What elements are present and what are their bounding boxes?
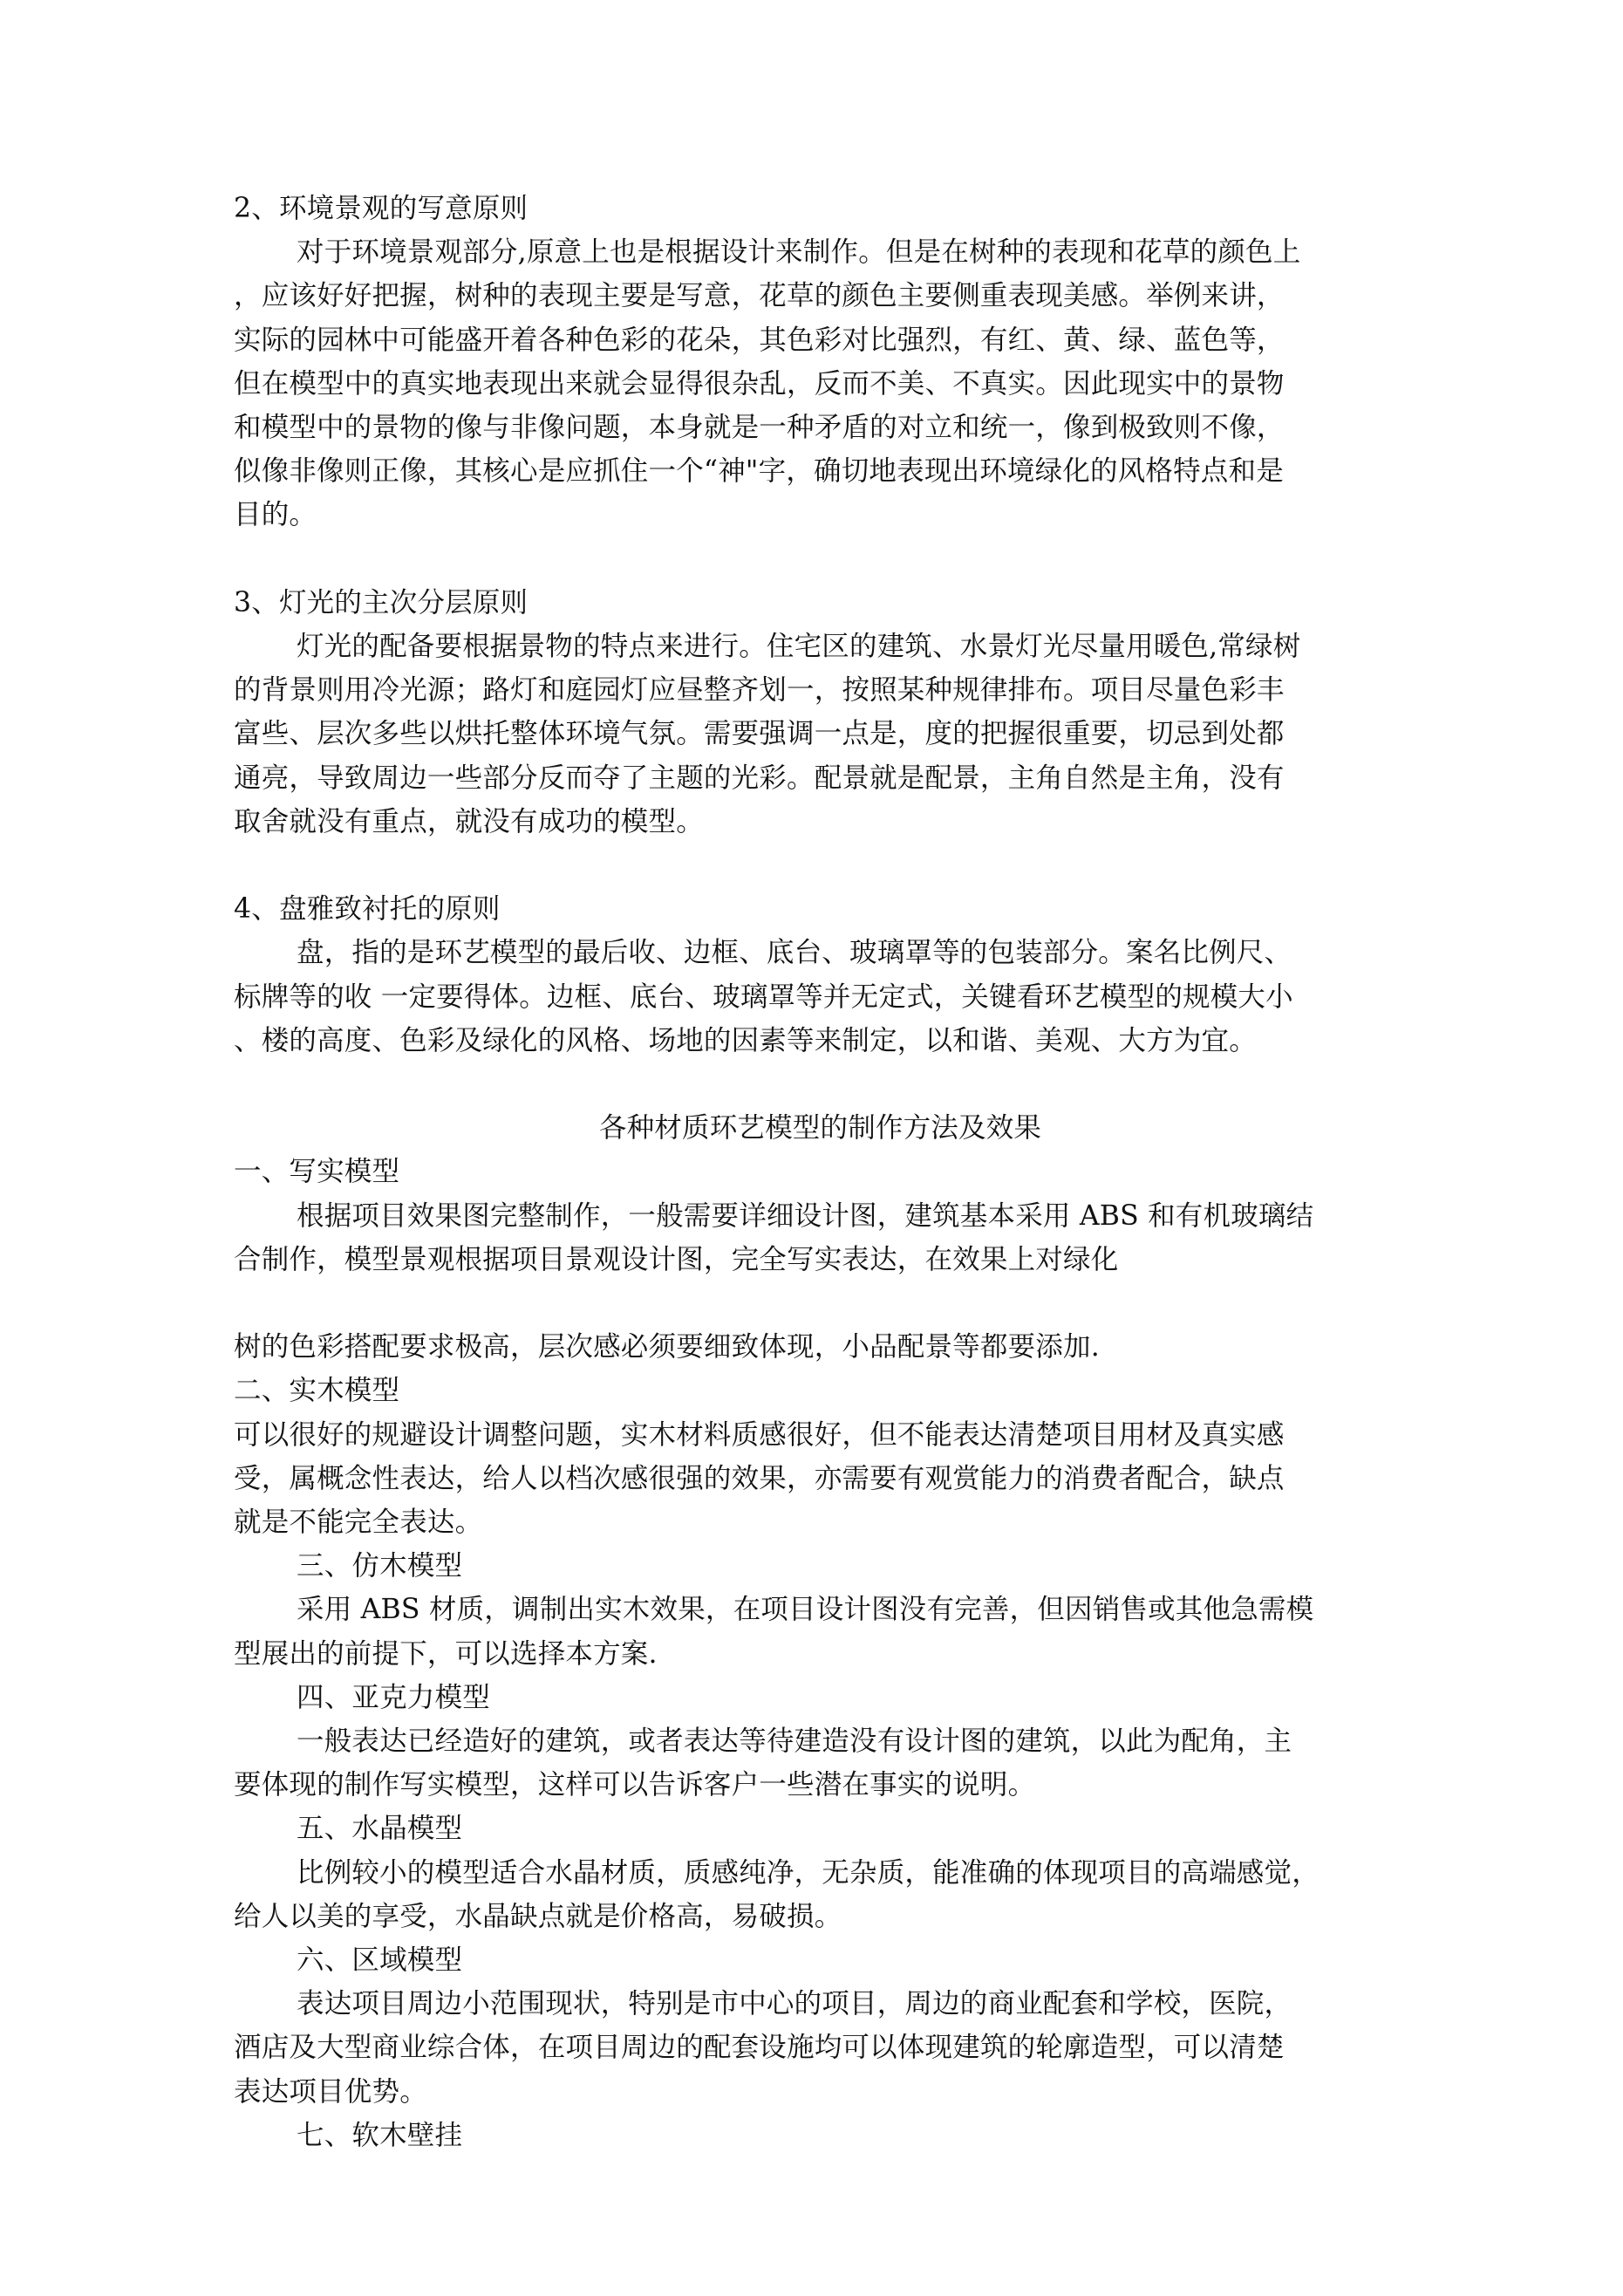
paragraph-line: 但在模型中的真实地表现出来就会显得很杂乱，反而不美、不真实。因此现实中的景物	[234, 367, 1285, 400]
paragraph-line: 实际的园林中可能盛开着各种色彩的花朵，其色彩对比强烈，有红、黄、绿、蓝色等，	[234, 324, 1285, 356]
section-heading: 四、亚克力模型	[297, 1681, 490, 1713]
paragraph-line: 要体现的制作写实模型，这样可以告诉客户一些潜在事实的说明。	[234, 1769, 1036, 1801]
paragraph-line: 表达项目优势。	[234, 2075, 427, 2108]
paragraph-line: 表达项目周边小范围现状，特别是市中心的项目，周边的商业配套和学校，医院，	[297, 1988, 1292, 2020]
blank-line	[234, 844, 1407, 887]
document-title: 各种材质环艺模型的制作方法及效果	[598, 1112, 1042, 1145]
paragraph-line: 采用 ABS 材质，调制出实木效果，在项目设计图没有完善，但因销售或其他急需模	[297, 1594, 1314, 1626]
section-heading: 六、区域模型	[297, 1944, 463, 1977]
section-heading: 一、写实模型	[234, 1156, 400, 1188]
section-heading: 4、盘雅致衬托的原则	[234, 893, 501, 926]
paragraph-line: 和模型中的景物的像与非像问题，本身就是一种矛盾的对立和统一，像到极致则不像，	[234, 412, 1285, 444]
blank-line	[234, 1063, 1407, 1106]
section-heading: 二、实木模型	[234, 1375, 400, 1407]
paragraph-line: 可以很好的规避设计调整问题，实木材料质感很好，但不能表达清楚项目用材及真实感	[234, 1418, 1285, 1451]
paragraph-line: 通亮，导致周边一些部分反而夺了主题的光彩。配景就是配景，主角自然是主角，没有	[234, 762, 1285, 794]
paragraph-line: 酒店及大型商业综合体，在项目周边的配套设施均可以体现建筑的轮廓造型，可以清楚	[234, 2032, 1285, 2064]
section-heading: 2、环境景观的写意原则	[234, 193, 528, 224]
paragraph-line: 合制作，模型景观根据项目景观设计图，完全写实表达，在效果上对绿化	[234, 1243, 1119, 1275]
section-heading: 3、灯光的主次分层原则	[234, 586, 528, 618]
paragraph-line: 富些、层次多些以烘托整体环境气氛。需要强调一点是，度的把握很重要，切忌到处都	[234, 718, 1285, 750]
paragraph-line: 、楼的高度、色彩及绿化的风格、场地的因素等来制定，以和谐、美观、大方为宜。	[234, 1024, 1257, 1056]
section-heading: 五、水晶模型	[297, 1813, 463, 1845]
blank-line	[234, 1281, 1407, 1325]
section-heading: 三、仿木模型	[297, 1550, 463, 1582]
paragraph-line: 似像非像则正像，其核心是应抓住一个“神"字，确切地表现出环境绿化的风格特点和是	[234, 455, 1284, 488]
paragraph-line: 灯光的配备要根据景物的特点来进行。住宅区的建筑、水景灯光尽量用暖色,常绿树	[297, 631, 1301, 663]
paragraph-line: 取舍就没有重点，就没有成功的模型。	[234, 805, 704, 837]
paragraph-line: 目的。	[234, 499, 317, 531]
paragraph-line: 受，属概念性表达，给人以档次感很强的效果，亦需要有观赏能力的消费者配合，缺点	[234, 1462, 1285, 1494]
document-page	[234, 187, 1407, 2157]
paragraph-line: 标牌等的收 一定要得体。边框、底台、玻璃罩等并无定式，关键看环艺模型的规模大小	[234, 981, 1293, 1013]
paragraph-line: ，应该好好把握，树种的表现主要是写意，花草的颜色主要侧重表现美感。举例来讲，	[234, 280, 1285, 312]
paragraph-line: 比例较小的模型适合水晶材质，质感纯净，无杂质，能准确的体现项目的高端感觉，	[297, 1856, 1320, 1889]
paragraph-line: 树的色彩搭配要求极高，层次感必须要细致体现，小品配景等都要添加.	[234, 1331, 1100, 1363]
blank-line	[234, 537, 1407, 581]
paragraph-line: 对于环境景观部分,原意上也是根据设计来制作。但是在树种的表现和花草的颜色上	[297, 236, 1301, 269]
paragraph-line: 型展出的前提下，可以选择本方案.	[234, 1637, 658, 1670]
paragraph-line: 给人以美的享受，水晶缺点就是价格高，易破损。	[234, 1900, 842, 1932]
paragraph-line: 一般表达已经造好的建筑，或者表达等待建造没有设计图的建筑，以此为配角，主	[297, 1725, 1292, 1758]
paragraph-line: 根据项目效果图完整制作，一般需要详细设计图，建筑基本采用 ABS 和有机玻璃结	[297, 1199, 1314, 1232]
section-heading: 七、软木壁挂	[297, 2119, 463, 2151]
paragraph-line: 就是不能完全表达。	[234, 1507, 483, 1539]
paragraph-line: 盘，指的是环艺模型的最后收、边框、底台、玻璃罩等的包装部分。案名比例尺、	[297, 937, 1292, 969]
paragraph-line: 的背景则用冷光源；路灯和庭园灯应昼整齐划一，按照某种规律排布。项目尽量色彩丰	[234, 674, 1285, 707]
